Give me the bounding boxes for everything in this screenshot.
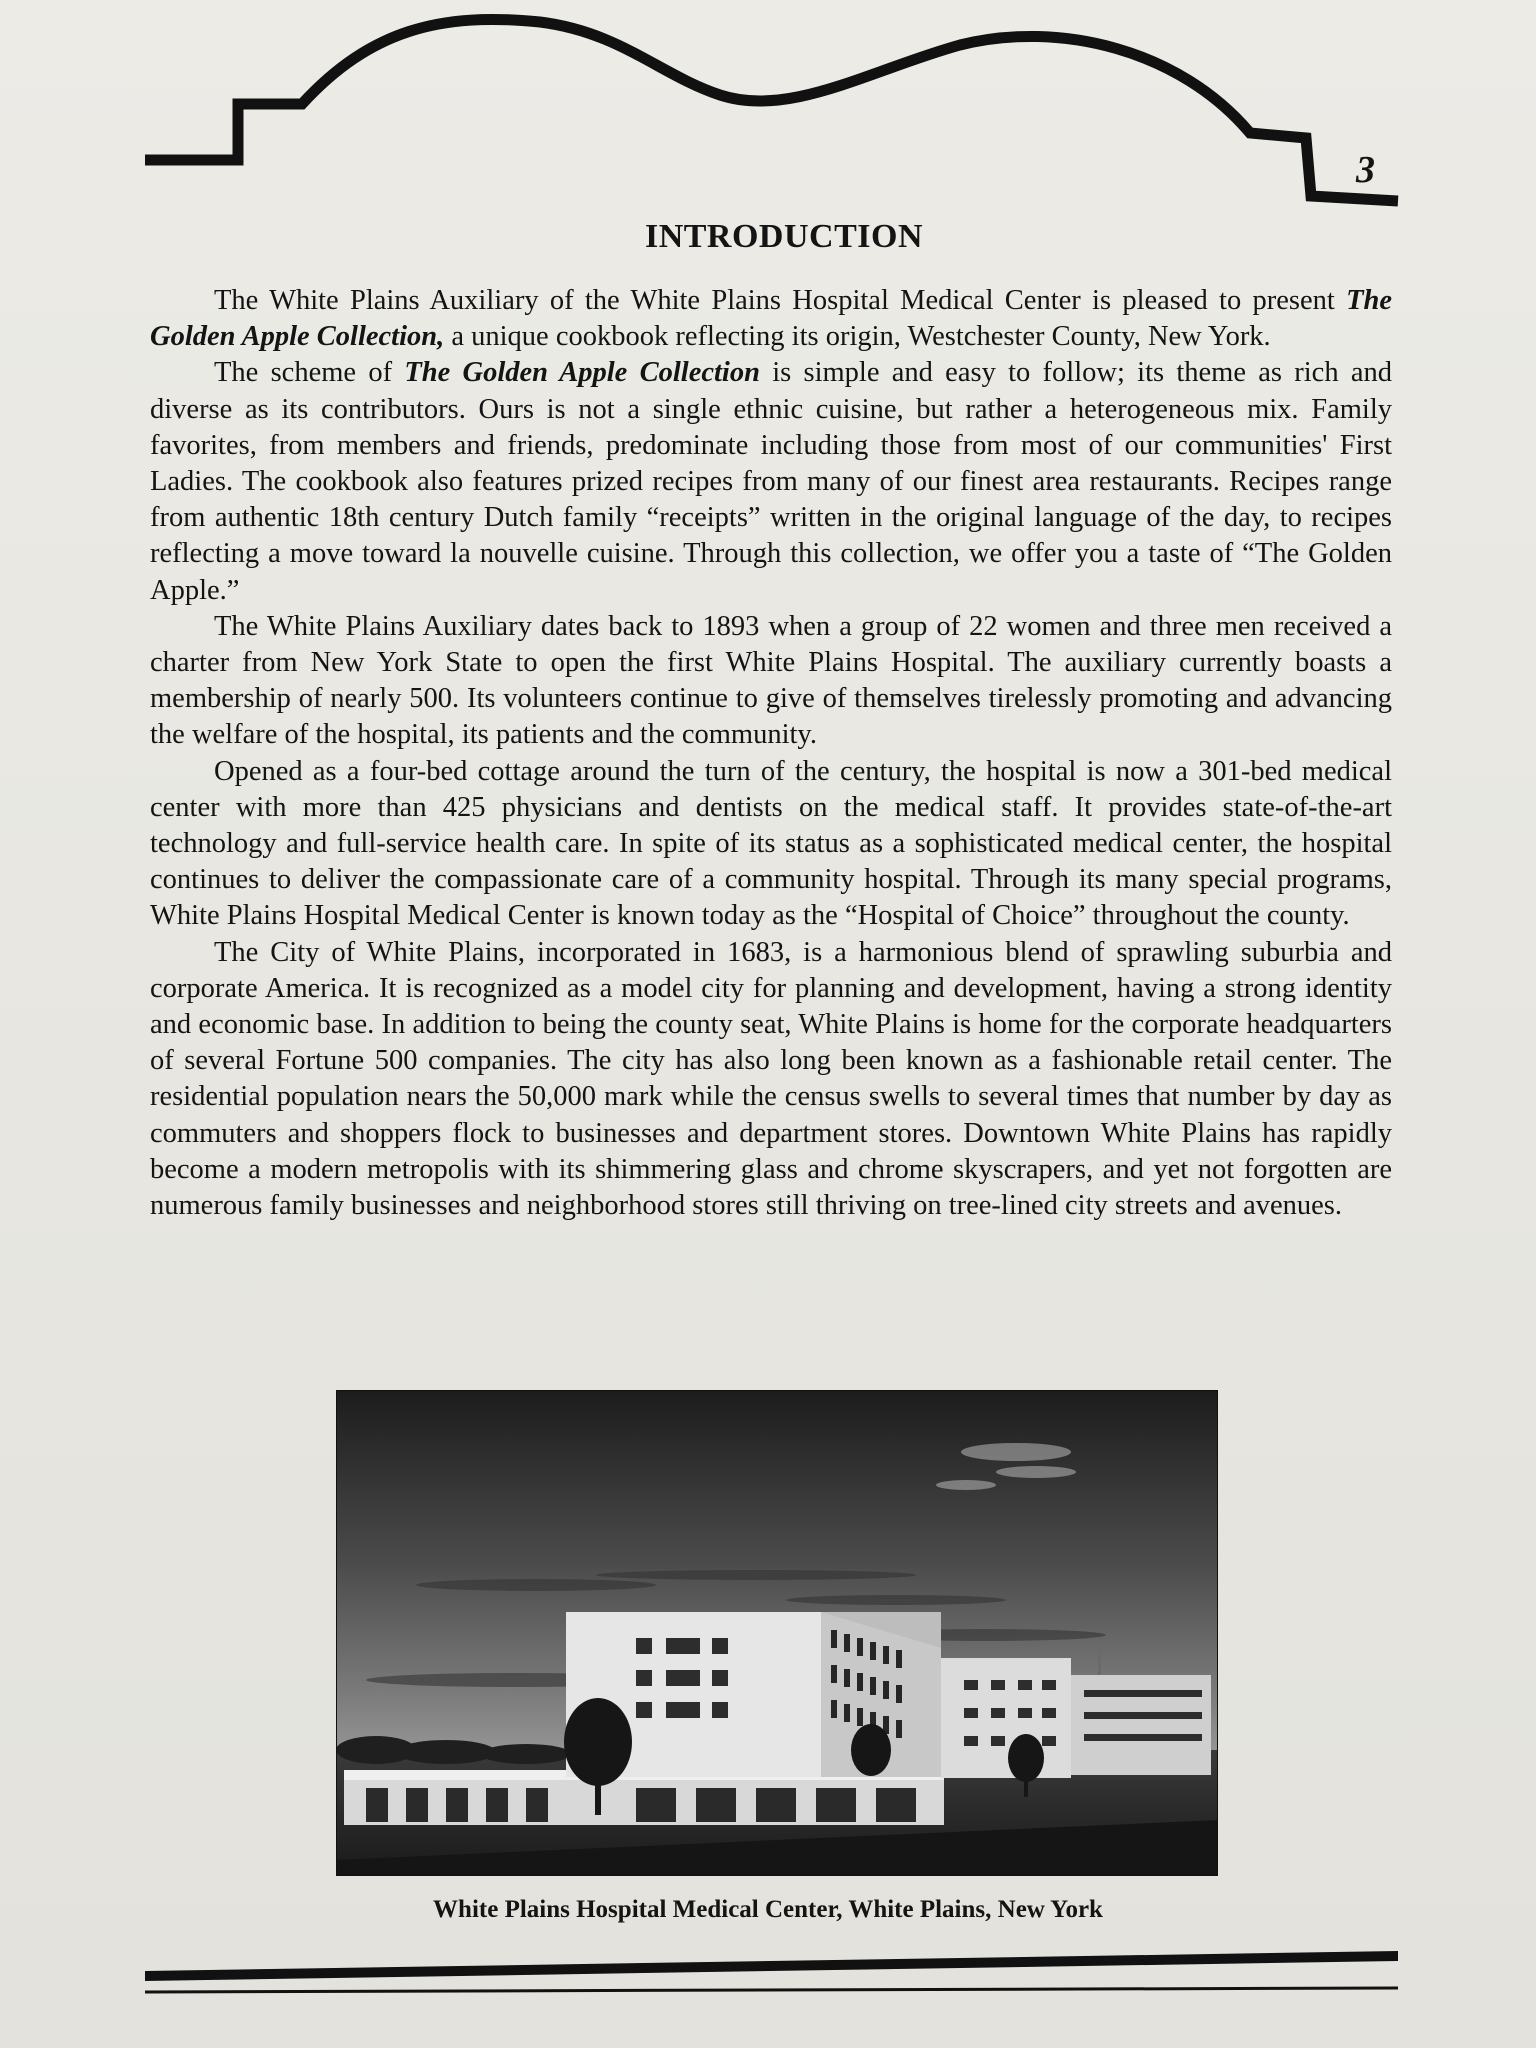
- page-number: 3: [1356, 149, 1375, 191]
- paragraph-2-text: The scheme of: [214, 357, 405, 389]
- paragraph-1: [150, 283, 1392, 355]
- paragraph-2-text-end: is simple and easy to follow; its theme as rich and diverse as its contributors. Ours is not a single ethnic cuisine, but rather a heterogeneous mix. Family favorites, from members and friends, predominate including those from most of our communities' First Ladies. The cookbook also features prized recipes from many of our finest area restaurants. Recipes range from authentic 18th century Dutch family “receipts” written in the original language of the day, to recipes reflecting a move toward la nouvelle cuisine. Through this collection, we offer you a taste of “The Golden Apple.”: [150, 357, 1393, 606]
- paragraph-4: Opened as a four-bed cottage around the turn of the century, the hospital is now a 301-bed medical center with more than 425 physicians and dentists on the medical staff. It provides state-of-the-art technology and full-service health care. In spite of its status as a sophisticated medical center, the hospital continues to deliver the compassionate care of a community hospital. Through its many special programs, White Plains Hospital Medical Center is known today as the “Hospital of Choice” throughout the county.: [150, 755, 1392, 932]
- introduction-body: [150, 283, 1392, 1224]
- paragraph-2: [150, 355, 1392, 608]
- paragraph-1-text: The White Plains Auxiliary of the White Plains Hospital Medical Center is pleased to present: [214, 285, 1347, 316]
- wave-header-ornament: [0, 0, 1536, 230]
- footer-rules: [0, 1920, 1536, 2000]
- photo-caption: White Plains Hospital Medical Center, White Plains, New York: [433, 1896, 1103, 1923]
- paragraph-5: The City of White Plains, incorporated in 1683, is a harmonious blend of sprawling suburbia and corporate America. It is recognized as a model city for planning and development, having a strong identity and economic base. In addition to being the county seat, White Plains is home for the corporate headquarters of several Fortune 500 companies. The city has also long been known as a fashionable retail center. The residential population nears the 50,000 mark while the census swells to several times that number by day as commuters and shoppers flock to businesses and department stores. Downtown White Plains has rapidly become a modern metropolis with its shimmering glass and chrome skyscrapers, and yet not forgotten are numerous family businesses and neighborhood stores still thriving on tree-lined city streets and avenues.: [150, 936, 1392, 1222]
- paragraph-3: The White Plains Auxiliary dates back to 1893 when a group of 22 women and three men received a charter from New York State to open the first White Plains Hospital. The auxiliary currently boasts a membership of nearly 500. Its volunteers continue to give of themselves tirelessly promoting and advancing the welfare of the hospital, its patients and the community.: [150, 610, 1392, 751]
- book-title-italic: The Golden Apple Collection,: [150, 285, 1392, 353]
- hospital-photo: [336, 1390, 1218, 1876]
- book-title-italic: The Golden Apple Collection: [404, 357, 760, 389]
- section-title: INTRODUCTION: [644, 218, 924, 255]
- paragraph-1-text-end: a unique cookbook reflecting its origin, Westchester County, New York.: [444, 321, 1271, 353]
